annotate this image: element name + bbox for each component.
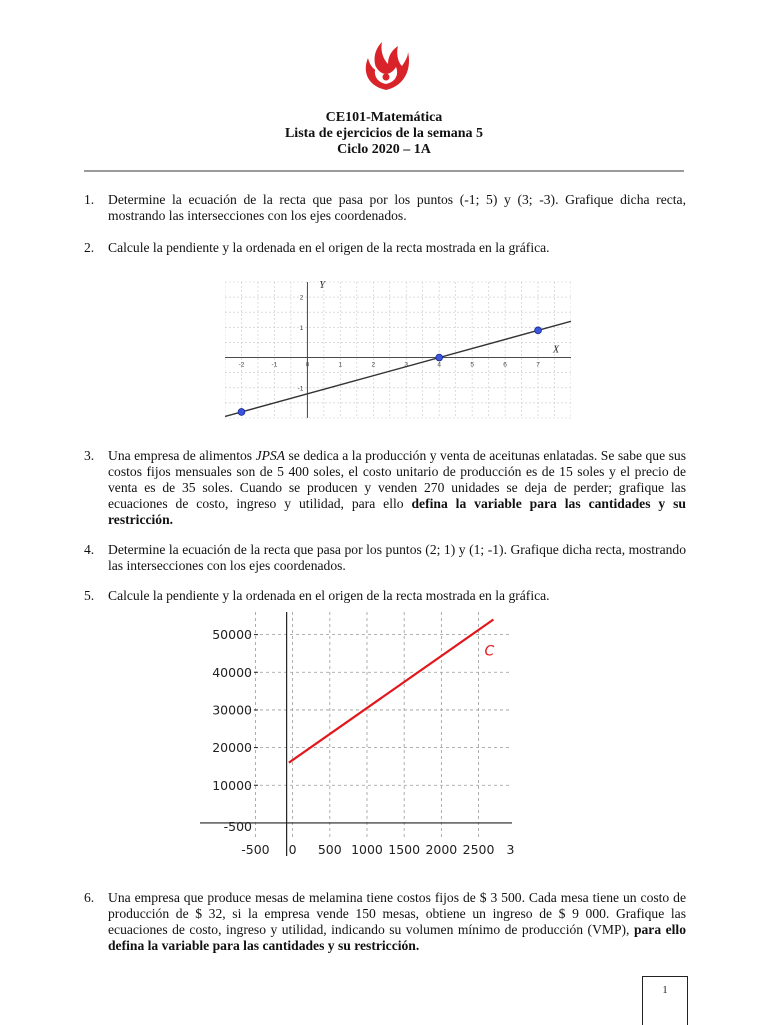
question-text-part: Una empresa que produce mesas de melamina tiene costos fijos de $ 3 500. Cada mesa tiene un costo de producción de $ 32, si la empresa vende 150 mesas, obtiene un ingreso de $ 9 000. Grafique las ecuaciones de costo, ingreso y utilidad, indicando su volumen mínimo de producción (VMP), — [108, 890, 686, 937]
question-3 — [84, 448, 686, 528]
chart1-x-tick-label: 5 — [470, 361, 474, 369]
question-bold-text: defina la variable para las cantidades y su restricción. — [108, 496, 686, 527]
chart2-grid — [248, 612, 512, 838]
chart1-axes — [225, 282, 571, 418]
question-text: Determine la ecuación de la recta que pasa por los puntos (2; 1) y (1; -1). Grafique dicha recta, mostrando las intersecciones con los ejes coordenados. — [108, 542, 686, 573]
question-text: Determine la ecuación de la recta que pasa por los puntos (-1; 5) y (3; -3). Grafique dicha recta, mostrando las intersecciones con los ejes coordenados. — [108, 192, 686, 223]
chart2-x-tick-label: 2500 — [462, 842, 495, 857]
chart1-series-line — [225, 321, 571, 416]
chart2-y-tick-label: 30000 — [212, 702, 252, 718]
chart1-x-tick-label: 2 — [371, 361, 376, 369]
document-header — [0, 110, 768, 158]
chart1-y-tick-label: 2 — [299, 294, 304, 302]
question-text — [108, 448, 686, 528]
chart2-x-tick-label: -500 — [241, 842, 270, 857]
line-graph-1 — [225, 276, 571, 422]
chart1-data-point — [238, 409, 245, 416]
chart1-x-tick-label: 7 — [536, 361, 540, 369]
chart2-x-tick-label: 2000 — [425, 842, 458, 857]
chart1-x-tick-label: 6 — [503, 361, 507, 369]
chart2-x-tick-label: 1000 — [351, 842, 383, 857]
question-number: 5. — [84, 588, 95, 603]
page-number: 1 — [662, 985, 668, 996]
chart1-ticks — [239, 295, 541, 393]
chart2-y-tick-label: 20000 — [212, 740, 252, 756]
chart1-data-point — [436, 354, 443, 361]
list-title: Lista de ejercicios de la semana 5 — [284, 126, 484, 141]
logo-flame-core — [383, 74, 390, 81]
company-name: JPSA — [255, 448, 286, 463]
chart2-series-annotation: C — [484, 643, 495, 660]
chart1-x-tick-label: 3 — [404, 361, 409, 369]
chart2-y-tick-label: 50000 — [212, 627, 252, 643]
question-4 — [84, 542, 686, 574]
chart2-y-tick-label: 40000 — [212, 664, 252, 680]
question-number: 3. — [84, 448, 95, 463]
question-bold-text: para ello defina la variable para las cantidades y su restricción. — [108, 922, 686, 953]
chart1-x-tick-label: 4 — [437, 361, 442, 369]
cost-line-graph — [200, 612, 516, 858]
question-1 — [84, 192, 686, 224]
question-number: 6. — [84, 890, 95, 905]
chart2-x-tick-label: 0 — [288, 842, 297, 857]
course-title: CE101-Matemática — [325, 110, 443, 125]
question-number: 1. — [84, 192, 95, 207]
chart1-y-tick-label: 1 — [299, 324, 304, 332]
question-text-part: Una empresa de alimentos — [108, 448, 256, 463]
university-logo — [362, 40, 410, 92]
chart1-x-tick-label: -2 — [238, 361, 245, 369]
chart2-x-tick-label: 3 — [506, 842, 515, 857]
cycle-title: Ciclo 2020 – 1A — [337, 142, 431, 157]
chart2-x-tick-label: 1500 — [388, 842, 421, 857]
question-text: Calcule la pendiente y la ordenada en el origen de la recta mostrada en la gráfica. — [108, 240, 550, 255]
chart2-y-tick-label: -500 — [223, 819, 252, 835]
chart1-x-axis-label: X — [553, 344, 560, 356]
chart1-x-tick-label: 0 — [305, 361, 310, 369]
question-6 — [84, 890, 686, 954]
chart1-grid — [225, 282, 571, 418]
page-number-box — [642, 976, 688, 1025]
chart2-series-line — [289, 620, 494, 763]
chart1-x-tick-label: 1 — [338, 361, 343, 369]
chart1-y-axis-label: Y — [319, 280, 325, 291]
header-divider — [84, 170, 684, 172]
chart2-x-tick-label: 500 — [317, 842, 342, 857]
chart1-x-tick-label: -1 — [271, 361, 278, 369]
question-2 — [84, 240, 686, 256]
chart1-y-tick-label: -1 — [297, 385, 304, 393]
question-number: 2. — [84, 240, 95, 255]
question-text — [108, 890, 686, 954]
chart1-data-point — [535, 327, 542, 334]
question-number: 4. — [84, 542, 95, 557]
question-text: Calcule la pendiente y la ordenada en el origen de la recta mostrada en la gráfica. — [108, 588, 550, 603]
question-5 — [84, 588, 686, 604]
chart2-y-tick-label: 10000 — [212, 777, 252, 793]
question-text-part: se dedica a la producción y venta de aceitunas enlatadas. Se sabe que sus costos fijos mensuales son de 5 400 soles, el costo unitario de producción es de 15 soles y el precio de venta es de 35 soles. Cuando se producen y venden 270 unidades se deja de perder; grafique las ecuaciones de costo, ingreso y utilidad, para ello — [108, 448, 686, 511]
